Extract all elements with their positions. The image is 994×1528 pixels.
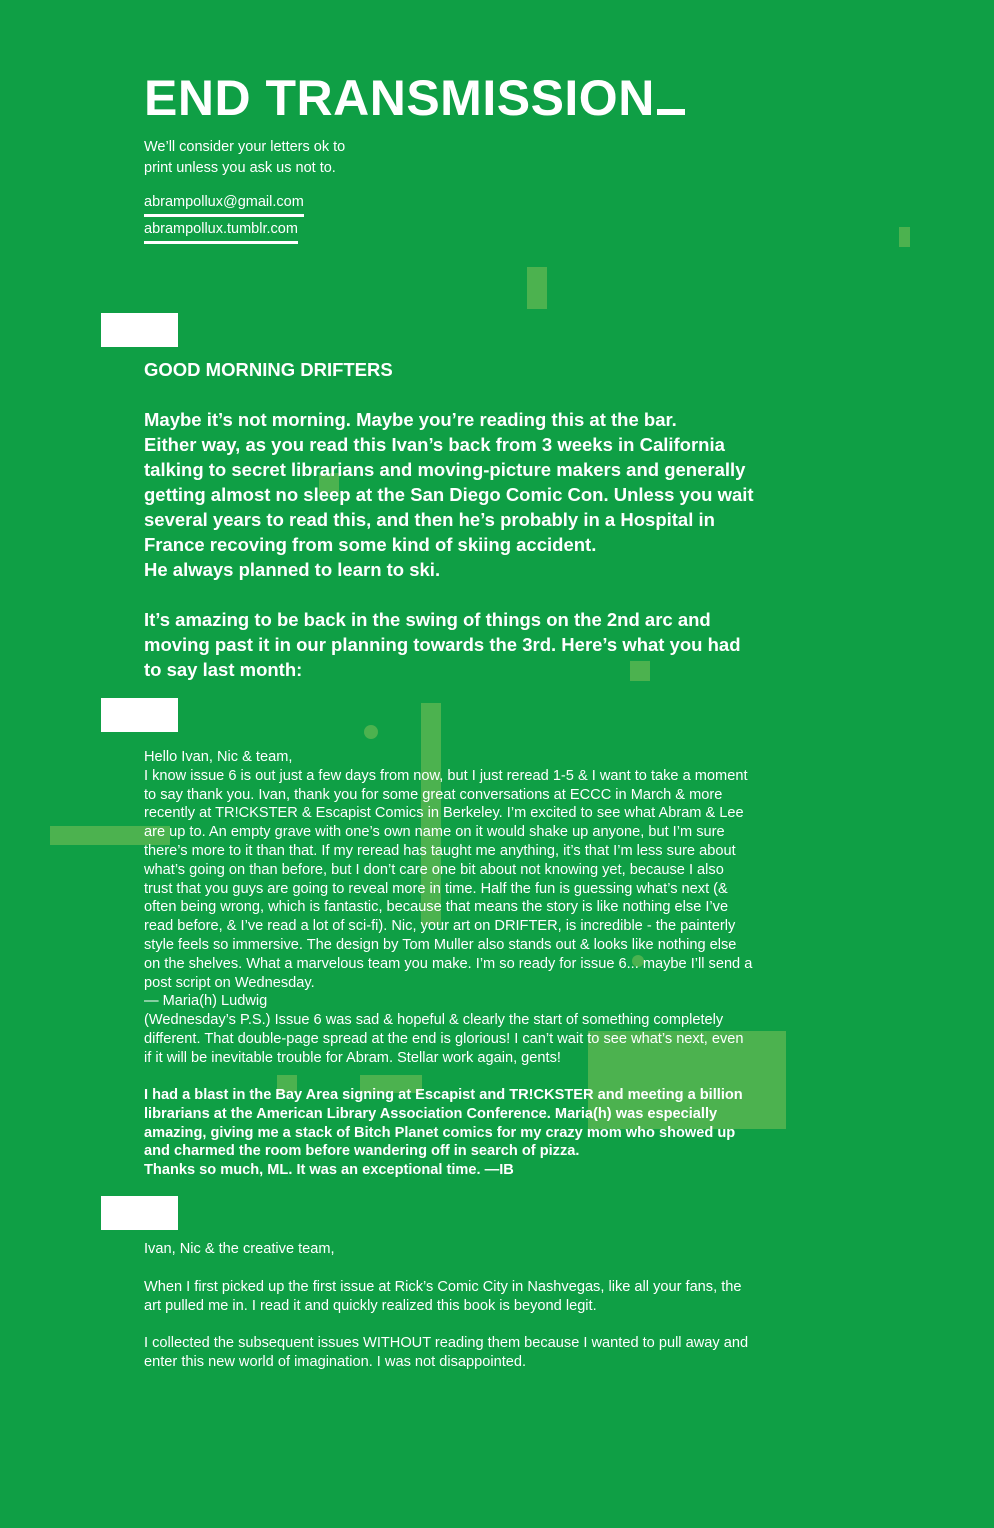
editorial-line: to say last month: bbox=[144, 659, 303, 680]
editorial-line: getting almost no sleep at the San Diego Comic Con. Unless you wait bbox=[144, 484, 754, 505]
letter-line: post script on Wednesday. bbox=[144, 974, 315, 991]
decor-block bbox=[527, 267, 547, 309]
reply-line: Thanks so much, ML. It was an exceptional time. —IB bbox=[144, 1162, 514, 1179]
letter-greeting bbox=[144, 1240, 844, 1259]
letter-line: read before, & I’ve read a lot of sci-fi). Nic, your art on DRIFTER, is incredible - the painterly bbox=[144, 918, 736, 935]
section-marker bbox=[101, 313, 178, 347]
letter-line: often being wrong, which is fantastic, because that means the story is like nothing else I’ve bbox=[144, 899, 729, 916]
section-marker bbox=[101, 1196, 178, 1230]
editorial-line: Either way, as you read this Ivan’s back from 3 weeks in California bbox=[144, 434, 725, 455]
intro-line: print unless you ask us not to. bbox=[144, 160, 336, 176]
letter-line: I collected the subsequent issues WITHOUT reading them because I wanted to pull away and bbox=[144, 1335, 749, 1351]
section-marker bbox=[101, 698, 178, 732]
letter-line: enter this new world of imagination. I was not disappointed. bbox=[144, 1353, 527, 1370]
editorial-line: talking to secret librarians and moving-picture makers and generally bbox=[144, 459, 746, 480]
editorial-paragraph bbox=[144, 607, 844, 682]
letter-paragraph bbox=[144, 1334, 844, 1372]
reply-line: and charmed the room before wandering off in search of pizza. bbox=[144, 1143, 580, 1160]
title-cursor bbox=[657, 109, 685, 115]
editor-reply bbox=[144, 1086, 844, 1180]
editorial-paragraph bbox=[144, 407, 844, 582]
letter-line: I know issue 6 is out just a few days from now, but I just reread 1-5 & I want to take a moment bbox=[144, 767, 748, 784]
section-heading: GOOD MORNING DRIFTERS bbox=[144, 359, 393, 380]
letter-line: When I first picked up the first issue at Rick’s Comic City in Nashvegas, like all your fans, the bbox=[144, 1279, 742, 1295]
letter-signature: — Maria(h) Ludwig bbox=[144, 993, 268, 1010]
reply-line: amazing, giving me a stack of Bitch Planet comics for my crazy mom who showed up bbox=[144, 1124, 736, 1141]
intro-text bbox=[144, 137, 444, 179]
editorial-line: It’s amazing to be back in the swing of things on the 2nd arc and bbox=[144, 609, 711, 630]
decor-block bbox=[899, 227, 910, 247]
email-link[interactable]: abrampollux@gmail.com bbox=[144, 193, 304, 217]
letter-line: on the shelves. What a marvelous team you make. I’m so ready for issue 6... maybe I’ll send a bbox=[144, 955, 753, 972]
reply-line: librarians at the American Library Association Conference. Maria(h) was especially bbox=[144, 1105, 718, 1122]
letter-line: different. That double-page spread at the end is glorious! I can’t wait to see what’s next, even bbox=[144, 1030, 744, 1047]
letter-line: are up to. An empty grave with one’s own name on it would shake up anyone, but I’m sure bbox=[144, 824, 725, 841]
letter-line: to say thank you. Ivan, thank you for some great conversations at ECCC in March & more bbox=[144, 786, 723, 803]
editorial-line: moving past it in our planning towards the 3rd. Here’s what you had bbox=[144, 634, 741, 655]
letter-line: recently at TR!CKSTER & Escapist Comics in Berkeley. I’m excited to see what Abram & Lee bbox=[144, 805, 744, 822]
letter-line: art pulled me in. I read it and quickly realized this book is beyond legit. bbox=[144, 1297, 597, 1314]
editorial-line: several years to read this, and then he’s probably in a Hospital in bbox=[144, 509, 715, 530]
letter-line: trust that you guys are going to reveal more in time. Half the fun is guessing what’s next (& bbox=[144, 880, 728, 897]
reader-letter bbox=[144, 748, 844, 1068]
letter-line: there’s more to it than that. If my reread has taught me anything, it’s that I’m less sure about bbox=[144, 842, 736, 859]
editorial-line: He always planned to learn to ski. bbox=[144, 559, 441, 580]
letter-line: style feels so immersive. The design by Tom Muller also stands out & looks like nothing else bbox=[144, 936, 737, 953]
letter-line: what’s going on than before, but I don’t care one bit about not knowing yet, because I also bbox=[144, 861, 724, 878]
letter-line: if it will be inevitable trouble for Abram. Stellar work again, gents! bbox=[144, 1049, 561, 1066]
reply-line: I had a blast in the Bay Area signing at Escapist and TR!CKSTER and meeting a billion bbox=[144, 1087, 743, 1103]
letter-line: (Wednesday’s P.S.) Issue 6 was sad & hopeful & clearly the start of something completely bbox=[144, 1012, 724, 1029]
editorial-line: France recoving from some kind of skiing accident. bbox=[144, 534, 597, 555]
letter-line: Ivan, Nic & the creative team, bbox=[144, 1241, 335, 1257]
tumblr-link[interactable]: abrampollux.tumblr.com bbox=[144, 220, 298, 244]
intro-line: We’ll consider your letters ok to bbox=[144, 139, 346, 155]
letter-paragraph bbox=[144, 1278, 844, 1316]
editorial-line: Maybe it’s not morning. Maybe you’re reading this at the bar. bbox=[144, 409, 677, 430]
page-title: END TRANSMISSION bbox=[144, 70, 685, 126]
letter-line: Hello Ivan, Nic & team, bbox=[144, 749, 293, 765]
decor-dot bbox=[364, 725, 378, 739]
